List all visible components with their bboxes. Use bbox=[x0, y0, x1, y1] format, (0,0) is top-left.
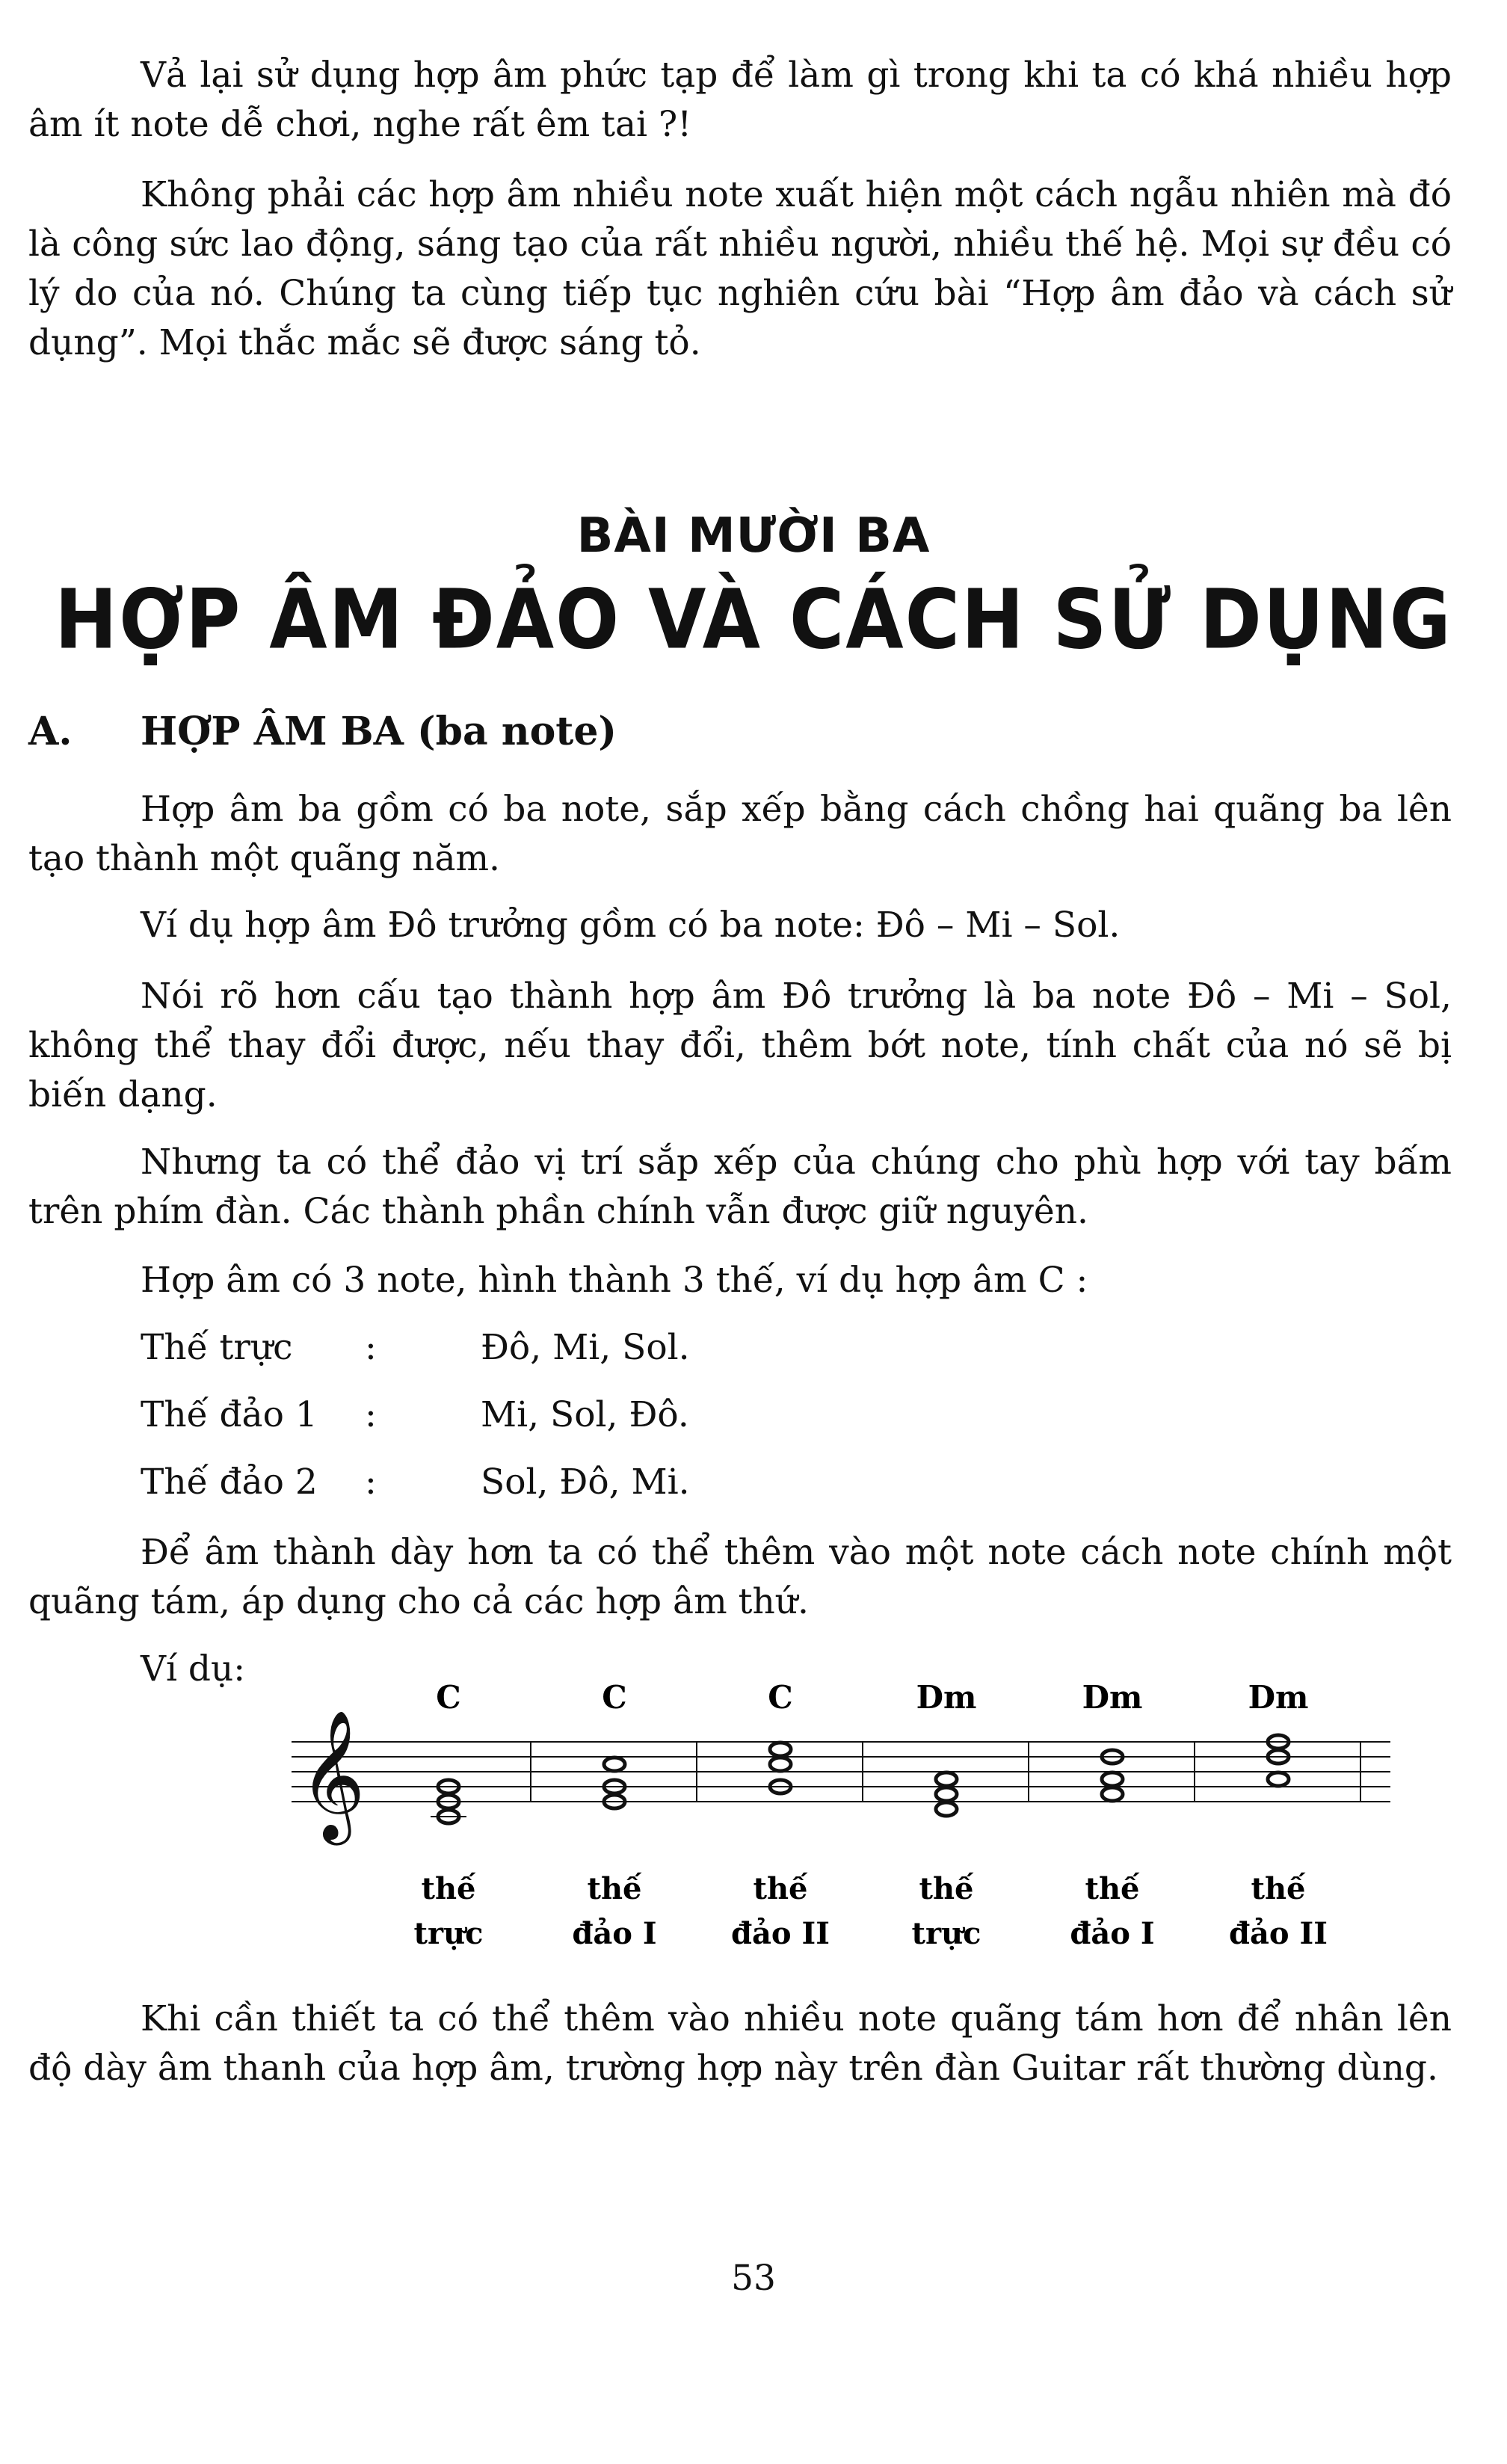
chord-column bbox=[731, 1679, 863, 1951]
lesson-label: BÀI MƯỜI BA bbox=[576, 508, 931, 564]
position-sep: : bbox=[365, 1327, 377, 1368]
section-letter: A. bbox=[28, 709, 73, 754]
position-row bbox=[141, 1390, 689, 1440]
chord-column bbox=[414, 1679, 531, 1951]
note-head bbox=[770, 1758, 791, 1771]
chord-caption-line2: đảo I bbox=[1070, 1916, 1155, 1951]
chord-caption-line1: thế bbox=[919, 1871, 974, 1906]
chord-caption-line1: thế bbox=[1085, 1871, 1140, 1906]
position-sep: : bbox=[365, 1394, 377, 1435]
chord-label: Dm bbox=[1248, 1679, 1309, 1716]
position-row bbox=[141, 1458, 690, 1507]
section-heading bbox=[28, 709, 617, 754]
body-paragraph-3: Nói rõ hơn cấu tạo thành hợp âm Đô trưởng là ba note Đô – Mi – Sol, không thể thay đổi được, nếu thay đổi, thêm bớt note, tính chất của nó sẽ bị biến dạng. bbox=[28, 976, 1452, 1115]
chord-caption-line2: đảo I bbox=[572, 1916, 657, 1951]
note-head bbox=[1102, 1772, 1123, 1786]
body-paragraph-4: Nhưng ta có thể đảo vị trí sắp xếp của chúng cho phù hợp với tay bấm trên phím đàn. Các thành phần chính vẫn được giữ nguyên. bbox=[28, 1142, 1452, 1232]
intro-paragraph-1: Vả lại sử dụng hợp âm phức tạp để làm gì trong khi ta có khá nhiều hợp âm ít note dễ chơi, nghe rất êm tai ?! bbox=[28, 55, 1452, 145]
position-notes: Sol, Đô, Mi. bbox=[481, 1462, 690, 1503]
note-head bbox=[1102, 1787, 1123, 1801]
chord-caption-line2: đảo II bbox=[1229, 1916, 1328, 1951]
chord-label: C bbox=[768, 1679, 793, 1716]
note-head bbox=[604, 1758, 625, 1771]
position-row bbox=[141, 1323, 690, 1373]
note-head bbox=[936, 1802, 957, 1816]
example-label: Ví dụ: bbox=[141, 1648, 246, 1690]
chord-caption-line2: trực bbox=[413, 1916, 484, 1951]
chord-label: Dm bbox=[1082, 1679, 1143, 1716]
intro-paragraph-2: Không phải các hợp âm nhiều note xuất hiện một cách ngẫu nhiên mà đó là công sức lao động, sáng tạo của rất nhiều người, nhiều thế hệ. Mọi sự đều có lý do của nó. Chúng ta cùng tiếp tục nghiên cứu bài “Hợp âm đảo và cách sử dụng”. Mọi thắc mắc sẽ được sáng tỏ. bbox=[28, 174, 1452, 363]
staff-notation bbox=[292, 1675, 1398, 1974]
position-notes: Đô, Mi, Sol. bbox=[481, 1327, 690, 1368]
chord-label: C bbox=[602, 1679, 627, 1716]
lesson-title: HỢP ÂM ĐẢO VÀ CÁCH SỬ DỤNG bbox=[55, 571, 1452, 668]
position-name: Thế đảo 1 bbox=[141, 1394, 318, 1435]
note-head bbox=[936, 1772, 957, 1786]
chord-caption-line1: thế bbox=[753, 1871, 808, 1906]
position-sep: : bbox=[365, 1462, 377, 1503]
chord-caption-line2: trực bbox=[911, 1916, 981, 1951]
chord-caption-line1: thế bbox=[587, 1871, 642, 1906]
body-paragraph-1: Hợp âm ba gồm có ba note, sắp xếp bằng cách chồng hai quãng ba lên tạo thành một quãng năm. bbox=[28, 789, 1452, 879]
body-paragraph-5: Hợp âm có 3 note, hình thành 3 thế, ví dụ hợp âm C : bbox=[141, 1260, 1088, 1301]
chord-label: C bbox=[436, 1679, 461, 1716]
note-head bbox=[770, 1743, 791, 1756]
chord-column bbox=[1070, 1679, 1195, 1951]
page-number: 53 bbox=[731, 2258, 776, 2299]
position-name: Thế đảo 2 bbox=[141, 1462, 318, 1503]
body-paragraph-6: Để âm thành dày hơn ta có thể thêm vào một note cách note chính một quãng tám, áp dụng cho cả các hợp âm thứ. bbox=[28, 1532, 1452, 1622]
chord-staff bbox=[292, 1675, 1398, 1974]
treble-clef-icon: 𝄞 bbox=[299, 1710, 366, 1840]
chord-caption-line1: thế bbox=[1251, 1871, 1306, 1906]
note-head bbox=[1268, 1772, 1289, 1786]
section-title: HỢP ÂM BA (ba note) bbox=[141, 709, 617, 754]
chord-caption-line2: đảo II bbox=[731, 1916, 830, 1951]
body-paragraph-2: Ví dụ hợp âm Đô trưởng gồm có ba note: Đô – Mi – Sol. bbox=[141, 905, 1121, 946]
position-name: Thế trực bbox=[141, 1327, 293, 1368]
chord-column bbox=[572, 1679, 697, 1951]
chord-column bbox=[912, 1679, 1029, 1951]
position-notes: Mi, Sol, Đô. bbox=[481, 1394, 689, 1435]
note-head bbox=[936, 1787, 957, 1801]
chord-label: Dm bbox=[916, 1679, 977, 1716]
chord-caption-line1: thế bbox=[421, 1871, 476, 1906]
body-paragraph-7: Khi cần thiết ta có thể thêm vào nhiều note quãng tám hơn để nhân lên độ dày âm thanh của hợp âm, trường hợp này trên đàn Guitar rất thường dùng. bbox=[28, 1998, 1452, 2089]
chord-column bbox=[1229, 1679, 1360, 1951]
